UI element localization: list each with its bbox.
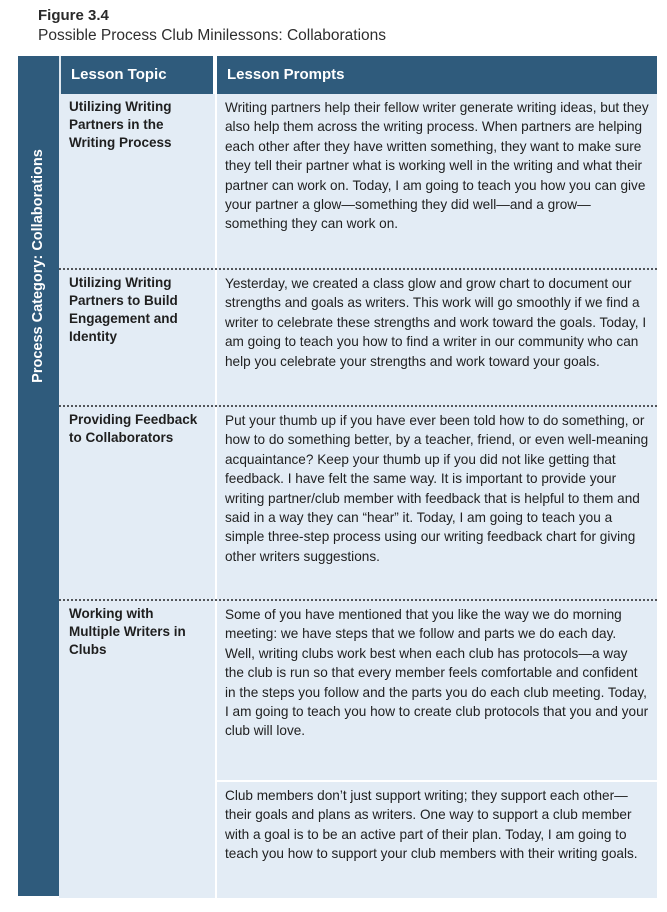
figure-caption: Possible Process Club Minilessons: Collaborations [38,27,387,44]
row-prompt: Yesterday, we created a class glow and grow chart to document our strengths and goals as writers. This work will go smoothly if we find a writer to celebrate these strengths and work toward the goals. Today, I am going to teach you how to find a writer in our community who can help you celebrate your strengths and work toward your goals. [215,270,657,407]
figure-label: Figure 3.4 [38,7,109,24]
row-prompt: Put your thumb up if you have ever been told how to do something, or how to do something better, by a teacher, friend, or even well-meaning acquaintance? Keep your thumb up if you did not like getting that feedback. I have felt the same way. It is important to provide your writing partner/club member with feedback that is helpful to them and said in a way they can “hear” it. Today, I am going to teach you a simple three-step process using our writing feedback chart for giving other writers suggestions. [215,407,657,601]
row-topic: Utilizing Writing Partners to Build Engagement and Identity [69,275,178,344]
row-prompt-continued: Club members don’t just support writing; they support each other—their goals and plans as writers. One way to support a club member with a goal is to be an active part of their plan. Today, I am going to teach you how to support your club members with their writing goals. [215,780,657,898]
category-label: Process Category: Collaborations [30,149,46,383]
table-row [59,599,657,898]
row-topic: Working with Multiple Writers in Clubs [69,606,186,657]
table-row [59,405,657,601]
row-prompt: Writing partners help their fellow writer generate writing ideas, but they also help them across the writing process. When partners are helping each other after they have written something, they want to make sure they tell their partner what is working well in the writing and what their partner can work on. Today, I am going to teach you how you can give your partner a glow—something they did well—and a grow—something they can work on. [215,94,657,268]
lessons-table [18,56,657,896]
row-topic: Providing Feedback to Collaborators [69,412,198,445]
row-topic: Utilizing Writing Partners in the Writing Process [69,99,172,150]
category-column [18,56,59,896]
table-row [59,94,657,268]
row-prompt: Some of you have mentioned that you like the way we do morning meeting: we have steps that we follow and parts we do each day. Well, writing clubs work best when each club has protocols—a way the club is run so that every member feels comfortable and confident in the steps you follow and the parts you do each club meeting. Today, I am going to teach you how to create club protocols that you and your club will love. [215,601,657,780]
header-lesson-prompts: Lesson Prompts [215,56,657,94]
header-lesson-topic: Lesson Topic [59,56,213,94]
table-row [59,268,657,407]
